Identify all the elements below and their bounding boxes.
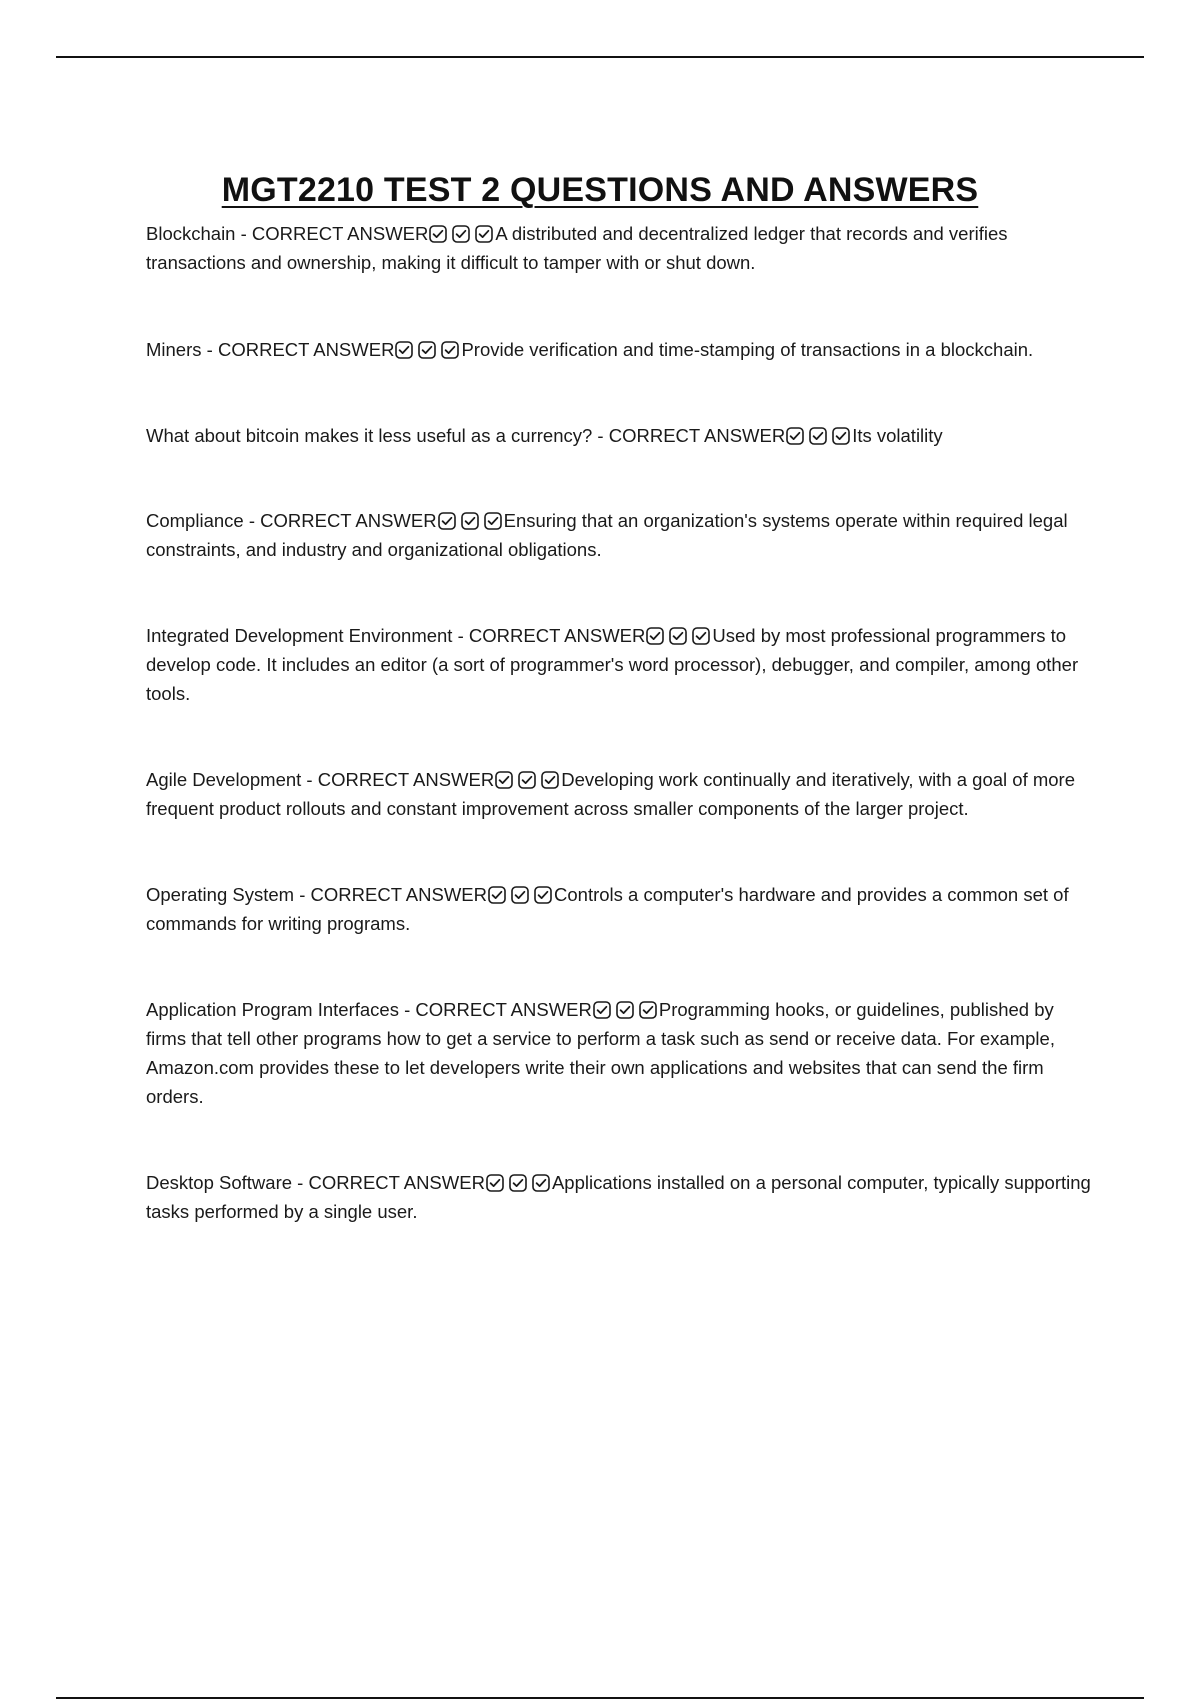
check-icons (646, 627, 710, 645)
entry-separator: - (243, 510, 261, 531)
entry-separator: - (292, 1172, 309, 1193)
entry-term: Integrated Development Environment (146, 625, 453, 646)
correct-answer-label: CORRECT ANSWER (308, 1172, 485, 1193)
correct-answer-label: CORRECT ANSWER (468, 625, 646, 646)
check-icons (395, 341, 459, 359)
checkbox-checked-icon (484, 512, 502, 530)
qa-entry (146, 335, 1096, 364)
checkbox-checked-icon (441, 341, 459, 359)
check-icons (488, 886, 552, 904)
check-icons (438, 512, 502, 530)
checkbox-checked-icon (541, 771, 559, 789)
checkbox-checked-icon (646, 627, 664, 645)
qa-entry (146, 421, 1096, 450)
checkbox-checked-icon (509, 1174, 527, 1192)
check-icons (486, 1174, 550, 1192)
correct-answer-label: CORRECT ANSWER (608, 425, 786, 446)
correct-answer-label: CORRECT ANSWER (415, 999, 592, 1020)
checkbox-checked-icon (832, 427, 850, 445)
entry-definition: Developing work continually and iteratively, with a goal of more frequent product rollouts and constant improvement across smaller components of the larger project. (146, 769, 1076, 819)
entry-separator: - (294, 884, 311, 905)
checkbox-checked-icon (534, 886, 552, 904)
checkbox-checked-icon (488, 886, 506, 904)
entry-separator: - (452, 625, 469, 646)
checkbox-checked-icon (495, 771, 513, 789)
check-icons (429, 225, 493, 243)
entry-definition: Its volatility (852, 425, 943, 446)
entry-definition: Provide verification and time-stamping of transactions in a blockchain. (461, 339, 1034, 360)
check-icons (593, 1001, 657, 1019)
checkbox-checked-icon (395, 341, 413, 359)
entry-separator: - (201, 339, 218, 360)
checkbox-checked-icon (438, 512, 456, 530)
checkbox-checked-icon (532, 1174, 550, 1192)
checkbox-checked-icon (452, 225, 470, 243)
checkbox-checked-icon (786, 427, 804, 445)
checkbox-checked-icon (475, 225, 493, 243)
entry-separator: - (301, 769, 318, 790)
entry-term: Agile Development (146, 769, 302, 790)
entry-term: Compliance (146, 510, 244, 531)
qa-entry (146, 765, 1096, 823)
entry-definition: Controls a computer's hardware and provides a common set of commands for writing programs. (146, 884, 1069, 934)
entry-definition: A distributed and decentralized ledger that records and verifies transactions and ownership, making it difficult to tamper with or shut down. (146, 223, 1008, 273)
entry-term: Application Program Interfaces (146, 999, 399, 1020)
entry-term: Desktop Software (146, 1172, 293, 1193)
entry-definition: Used by most professional programmers to develop code. It includes an editor (a sort of programmer's word processor), debugger, and compiler, among other tools. (146, 625, 1079, 704)
entry-definition: Applications installed on a personal computer, typically supporting tasks performed by a single user. (146, 1172, 1091, 1222)
correct-answer-label: CORRECT ANSWER (260, 510, 437, 531)
entry-term: What about bitcoin makes it less useful as a currency? (146, 425, 593, 446)
checkbox-checked-icon (692, 627, 710, 645)
checkbox-checked-icon (809, 427, 827, 445)
qa-entry (146, 506, 1096, 564)
correct-answer-label: CORRECT ANSWER (217, 339, 395, 360)
entry-term: Blockchain (146, 223, 236, 244)
entry-term: Operating System (146, 884, 295, 905)
entry-separator: - (235, 223, 252, 244)
checkbox-checked-icon (669, 627, 687, 645)
correct-answer-label: CORRECT ANSWER (317, 769, 495, 790)
checkbox-checked-icon (593, 1001, 611, 1019)
bottom-rule (56, 1697, 1144, 1699)
page-title: MGT2210 TEST 2 QUESTIONS AND ANSWERS (221, 170, 979, 209)
checkbox-checked-icon (518, 771, 536, 789)
qa-entry (146, 1168, 1096, 1226)
qa-entry (146, 621, 1096, 708)
check-icons (786, 427, 850, 445)
check-icons (495, 771, 559, 789)
checkbox-checked-icon (418, 341, 436, 359)
qa-entry (146, 219, 1096, 277)
entry-term: Miners (146, 339, 202, 360)
checkbox-checked-icon (429, 225, 447, 243)
checkbox-checked-icon (486, 1174, 504, 1192)
entry-separator: - (398, 999, 416, 1020)
qa-entry (146, 880, 1096, 938)
checkbox-checked-icon (461, 512, 479, 530)
entry-definition: Programming hooks, or guidelines, published by firms that tell other programs how to get a service to perform a task such as send or receive data. For example, Amazon.com provides these to let developers write their own applications and websites that can send the firm orders. (146, 999, 1055, 1107)
qa-entry (146, 995, 1096, 1111)
checkbox-checked-icon (511, 886, 529, 904)
top-rule (56, 56, 1144, 58)
correct-answer-label: CORRECT ANSWER (310, 884, 487, 905)
checkbox-checked-icon (639, 1001, 657, 1019)
qa-list (146, 219, 1096, 1226)
entry-definition: Ensuring that an organization's systems operate within required legal constraints, and industry and organizational obligations. (146, 510, 1068, 560)
checkbox-checked-icon (616, 1001, 634, 1019)
correct-answer-label: CORRECT ANSWER (251, 223, 429, 244)
entry-separator: - (592, 425, 609, 446)
